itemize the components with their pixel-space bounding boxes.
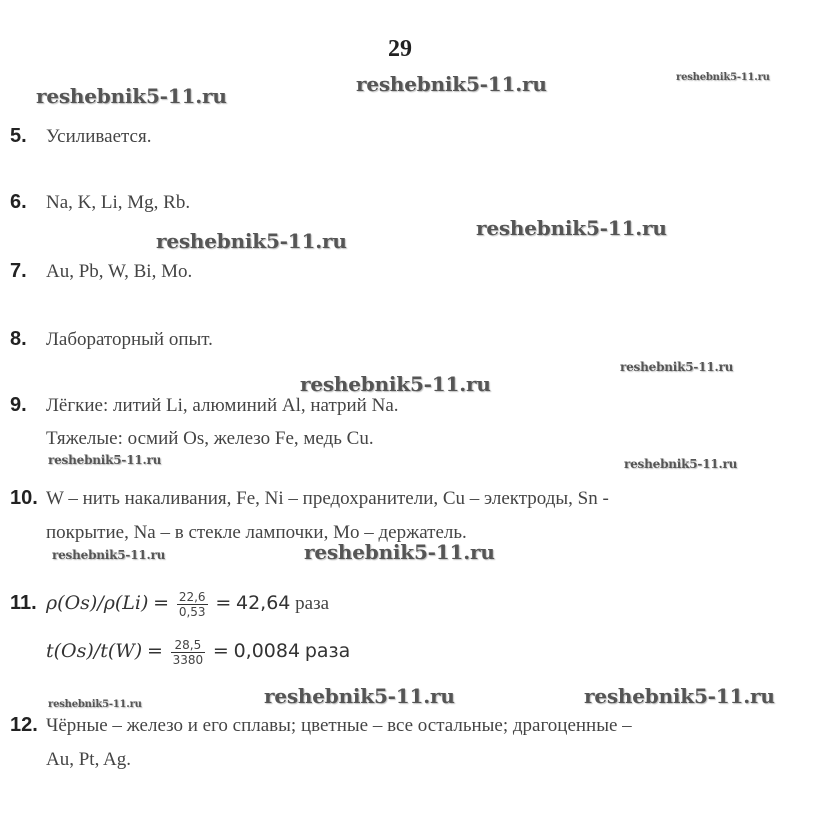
answer-text-line-2: Au, Pt, Ag.	[46, 749, 131, 770]
answer-text-line-1: W – нить накаливания, Fe, Ni – предохранители, Cu – электроды, Sn -	[46, 488, 609, 509]
watermark: reshebnik5-11.ru	[620, 360, 734, 374]
watermark: reshebnik5-11.ru	[356, 72, 547, 96]
answer-text: Лабораторный опыт.	[46, 329, 213, 350]
watermark: reshebnik5-11.ru	[624, 457, 738, 471]
fraction	[177, 590, 208, 619]
denominator: 3380	[172, 653, 204, 668]
watermark: reshebnik5-11.ru	[36, 84, 227, 108]
watermark: reshebnik5-11.ru	[52, 548, 166, 562]
item-number: 7.	[10, 260, 27, 282]
watermark: reshebnik5-11.ru	[48, 699, 142, 710]
formula-lhs: t(Os)/t(W)	[46, 640, 143, 662]
watermark: reshebnik5-11.ru	[48, 453, 162, 467]
answer-text-line-1: Чёрные – железо и его сплавы; цветные – все остальные; драгоценные –	[46, 715, 632, 736]
item-number: 10.	[10, 487, 38, 509]
numerator: 28,5	[171, 638, 206, 653]
answer-text-line-2: покрытие, Na – в стекле лампочки, Mo – держатель.	[46, 522, 467, 543]
item-number: 12.	[10, 714, 38, 736]
watermark: reshebnik5-11.ru	[300, 372, 491, 396]
denominator: 0,53	[178, 605, 206, 620]
formula-result: 42,64	[235, 592, 291, 614]
unit: раза	[295, 593, 330, 614]
item-number: 11.	[10, 592, 37, 614]
page-number: 29	[388, 36, 412, 62]
formula-lhs: ρ(Os)/ρ(Li)	[46, 592, 149, 614]
answer-text: Na, K, Li, Mg, Rb.	[46, 192, 191, 213]
watermark: reshebnik5-11.ru	[676, 72, 770, 83]
formula-line-1	[46, 587, 329, 620]
watermark: reshebnik5-11.ru	[476, 216, 667, 240]
answer-text: Au, Pb, W, Bi, Mo.	[46, 261, 193, 282]
unit: раза	[304, 640, 351, 662]
fraction	[171, 638, 206, 667]
watermark: reshebnik5-11.ru	[304, 540, 495, 564]
answer-text-line-2: Тяжелые: осмий Os, железо Fe, медь Cu.	[46, 428, 374, 449]
answer-text-line-1: Лёгкие: литий Li, алюминий Al, натрий Na.	[46, 395, 399, 416]
equals-sign: =	[215, 592, 232, 614]
numerator: 22,6	[178, 590, 206, 605]
item-number: 8.	[10, 328, 27, 350]
watermark: reshebnik5-11.ru	[584, 684, 775, 708]
formula-result: 0,0084	[233, 640, 301, 662]
equals-sign: =	[146, 640, 163, 662]
answer-text: Усиливается.	[46, 126, 152, 147]
watermark: reshebnik5-11.ru	[156, 229, 347, 253]
item-number: 9.	[10, 394, 27, 416]
item-number: 6.	[10, 191, 27, 213]
item-number: 5.	[10, 125, 27, 147]
equals-sign: =	[153, 592, 170, 614]
watermark: reshebnik5-11.ru	[264, 684, 455, 708]
formula-line-2	[46, 635, 350, 668]
equals-sign: =	[212, 640, 229, 662]
